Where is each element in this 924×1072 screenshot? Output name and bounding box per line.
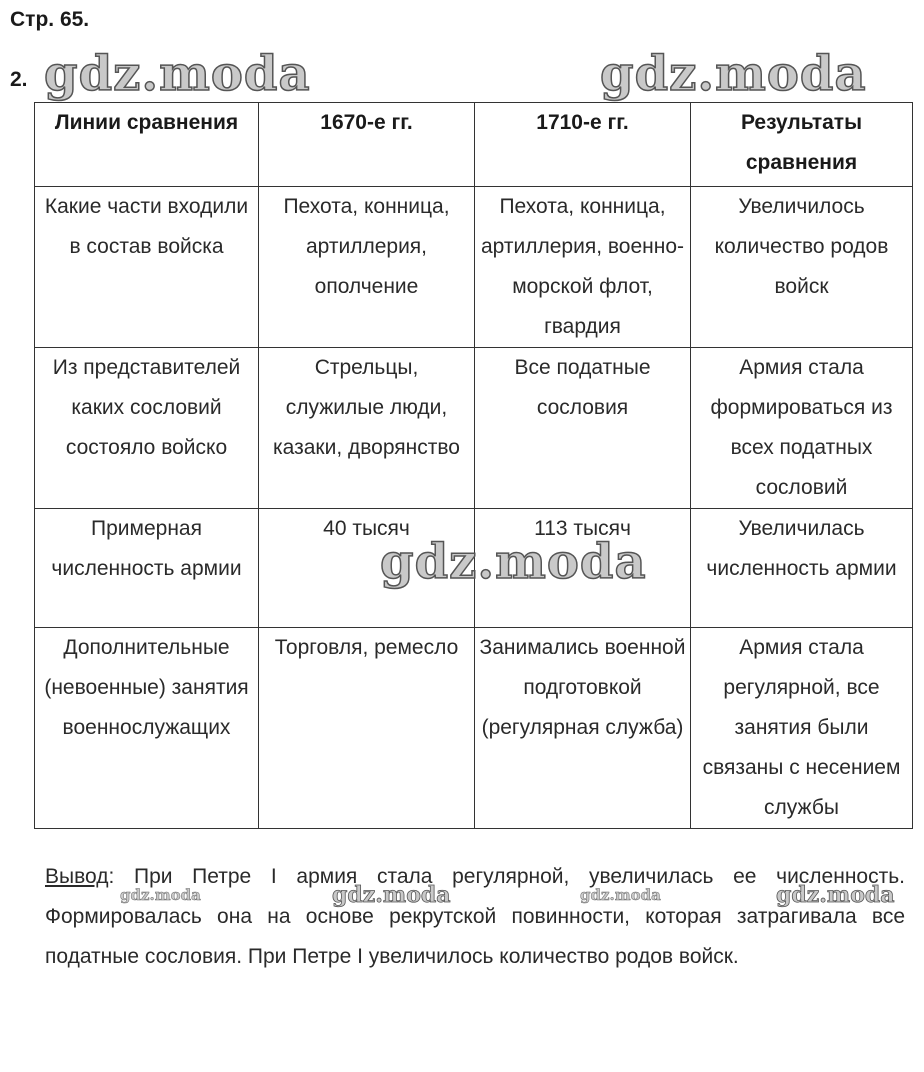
table-cell: Армия стала регулярной, все занятия были связаны с несением службы xyxy=(691,628,913,829)
table-cell: 113 тысяч xyxy=(475,509,691,628)
table-cell: 40 тысяч xyxy=(259,509,475,628)
table-cell: Торговля, ремесло xyxy=(259,628,475,829)
header-cell: 1670-е гг. xyxy=(259,103,475,187)
table-cell: Занимались военной подготовкой (регулярная служба) xyxy=(475,628,691,829)
watermark-logo: gdz.moda xyxy=(580,886,661,904)
table-cell: Все податные сословия xyxy=(475,348,691,509)
table-row xyxy=(35,348,913,509)
watermark-logo: gdz.moda xyxy=(380,534,647,590)
page-heading: Стр. 65. xyxy=(10,8,90,31)
table-row xyxy=(35,187,913,348)
table-cell: Армия стала формироваться из всех податных сословий xyxy=(691,348,913,509)
table-cell: Дополнительные (невоенные) занятия военнослужащих xyxy=(35,628,259,829)
task-number: 2. xyxy=(10,68,28,91)
table-cell: Увеличилась численность армии xyxy=(691,509,913,628)
table-header-row xyxy=(35,103,913,187)
watermark-logo: gdz.moda xyxy=(120,886,201,904)
watermark-logo: gdz.moda xyxy=(600,46,867,102)
table-cell: Пехота, конница, артиллерия, ополчение xyxy=(259,187,475,348)
conclusion-label: Вывод xyxy=(45,865,109,888)
table-cell: Из представителей каких сословий состояло войско xyxy=(35,348,259,509)
conclusion-text: При Петре I армия стала регулярной, увеличилась ее численность. Формировалась она на основе рекрутской повинности, которая затрагивала все податные сословия. При Петре I увеличилось количество родов войск. xyxy=(45,865,905,968)
header-cell: 1710-е гг. xyxy=(475,103,691,187)
table-cell: Примерная численность армии xyxy=(35,509,259,628)
comparison-table xyxy=(34,102,913,829)
conclusion-paragraph xyxy=(45,857,905,977)
table-cell: Какие части входили в состав войска xyxy=(35,187,259,348)
watermark-logo: gdz.moda xyxy=(332,882,451,908)
table-cell: Стрельцы, служилые люди, казаки, дворянство xyxy=(259,348,475,509)
header-cell: Линии сравнения xyxy=(35,103,259,187)
table-cell: Увеличилось количество родов войск xyxy=(691,187,913,348)
table-row xyxy=(35,628,913,829)
watermark-logo: gdz.moda xyxy=(44,46,311,102)
conclusion-separator: : xyxy=(108,865,115,888)
table-cell: Пехота, конница, артиллерия, военно-морской флот, гвардия xyxy=(475,187,691,348)
watermark-logo: gdz.moda xyxy=(776,882,895,908)
header-cell: Результаты сравнения xyxy=(691,103,913,187)
